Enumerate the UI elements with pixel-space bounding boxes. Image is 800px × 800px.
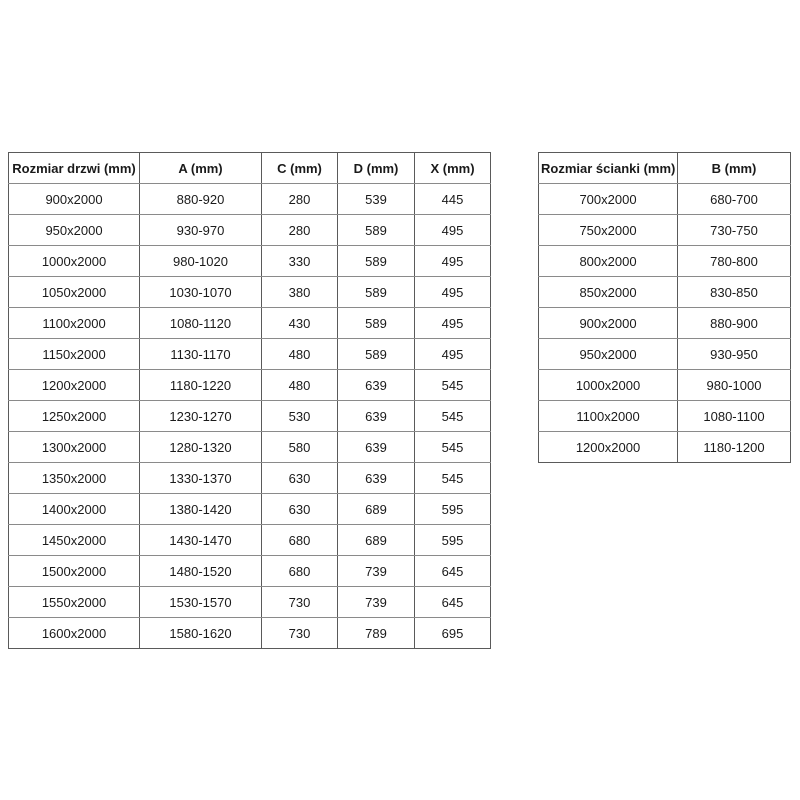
table-cell: 800x2000: [539, 246, 678, 277]
table-cell: 1150x2000: [9, 339, 140, 370]
table-cell: 930-950: [678, 339, 791, 370]
table-cell: 730: [262, 618, 338, 649]
table-cell: 1200x2000: [9, 370, 140, 401]
header-row: [539, 153, 791, 184]
table-cell: 780-800: [678, 246, 791, 277]
table-cell: 950x2000: [539, 339, 678, 370]
table-cell: 1450x2000: [9, 525, 140, 556]
table-cell: 1080-1120: [140, 308, 262, 339]
table-row: [9, 370, 491, 401]
table-row: [9, 432, 491, 463]
table-cell: 695: [415, 618, 491, 649]
header-row: [9, 153, 491, 184]
table-cell: 545: [415, 370, 491, 401]
table-cell: 480: [262, 370, 338, 401]
table-cell: 545: [415, 432, 491, 463]
table-cell: 1380-1420: [140, 494, 262, 525]
table-cell: 900x2000: [539, 308, 678, 339]
table-cell: 1100x2000: [539, 401, 678, 432]
table-cell: 589: [338, 246, 415, 277]
table-cell: 680: [262, 525, 338, 556]
table-row: [9, 494, 491, 525]
table-cell: 1530-1570: [140, 587, 262, 618]
table-cell: 639: [338, 401, 415, 432]
table-cell: 445: [415, 184, 491, 215]
table-row: [9, 618, 491, 649]
table-cell: 900x2000: [9, 184, 140, 215]
table-cell: 380: [262, 277, 338, 308]
table-cell: 1280-1320: [140, 432, 262, 463]
table-cell: 589: [338, 308, 415, 339]
table-cell: 850x2000: [539, 277, 678, 308]
table-cell: 730: [262, 587, 338, 618]
table-cell: 950x2000: [9, 215, 140, 246]
table-cell: 630: [262, 494, 338, 525]
table-row: [9, 215, 491, 246]
table-cell: 1180-1200: [678, 432, 791, 463]
table-cell: 330: [262, 246, 338, 277]
table-cell: 545: [415, 401, 491, 432]
table-cell: 545: [415, 463, 491, 494]
door-size-table-header: [9, 153, 491, 184]
table-cell: 645: [415, 587, 491, 618]
table-cell: 1480-1520: [140, 556, 262, 587]
table-cell: 495: [415, 215, 491, 246]
table-cell: 589: [338, 215, 415, 246]
table-row: [539, 215, 791, 246]
table-row: [539, 401, 791, 432]
table-cell: 430: [262, 308, 338, 339]
column-header: Rozmiar drzwi (mm): [9, 153, 140, 184]
table-cell: 1600x2000: [9, 618, 140, 649]
table-cell: 530: [262, 401, 338, 432]
table-row: [9, 587, 491, 618]
table-row: [539, 277, 791, 308]
table-cell: 480: [262, 339, 338, 370]
column-header: X (mm): [415, 153, 491, 184]
table-row: [539, 184, 791, 215]
table-cell: 980-1020: [140, 246, 262, 277]
table-cell: 700x2000: [539, 184, 678, 215]
table-cell: 689: [338, 525, 415, 556]
column-header: D (mm): [338, 153, 415, 184]
table-cell: 1580-1620: [140, 618, 262, 649]
table-cell: 830-850: [678, 277, 791, 308]
table-cell: 1000x2000: [9, 246, 140, 277]
table-cell: 1330-1370: [140, 463, 262, 494]
table-cell: 680-700: [678, 184, 791, 215]
column-header: C (mm): [262, 153, 338, 184]
wall-size-table: [538, 152, 791, 463]
column-header: Rozmiar ścianki (mm): [539, 153, 678, 184]
table-row: [539, 246, 791, 277]
table-cell: 1350x2000: [9, 463, 140, 494]
table-cell: 1230-1270: [140, 401, 262, 432]
table-row: [9, 401, 491, 432]
table-cell: 980-1000: [678, 370, 791, 401]
table-cell: 680: [262, 556, 338, 587]
table-row: [9, 556, 491, 587]
table-cell: 750x2000: [539, 215, 678, 246]
table-cell: 880-900: [678, 308, 791, 339]
table-cell: 595: [415, 494, 491, 525]
table-row: [9, 339, 491, 370]
table-cell: 730-750: [678, 215, 791, 246]
table-cell: 630: [262, 463, 338, 494]
table-cell: 639: [338, 432, 415, 463]
door-size-table: [8, 152, 491, 649]
table-cell: 789: [338, 618, 415, 649]
table-cell: 1400x2000: [9, 494, 140, 525]
table-cell: 880-920: [140, 184, 262, 215]
table-row: [9, 463, 491, 494]
table-cell: 595: [415, 525, 491, 556]
table-row: [9, 246, 491, 277]
table-cell: 495: [415, 246, 491, 277]
table-cell: 689: [338, 494, 415, 525]
table-cell: 589: [338, 339, 415, 370]
table-cell: 739: [338, 556, 415, 587]
table-cell: 1550x2000: [9, 587, 140, 618]
wall-size-table-header: [539, 153, 791, 184]
table-cell: 1000x2000: [539, 370, 678, 401]
table-cell: 589: [338, 277, 415, 308]
table-cell: 1500x2000: [9, 556, 140, 587]
table-row: [9, 184, 491, 215]
table-cell: 1180-1220: [140, 370, 262, 401]
table-cell: 739: [338, 587, 415, 618]
wall-size-table-body: [539, 184, 791, 463]
table-cell: 580: [262, 432, 338, 463]
table-cell: 1250x2000: [9, 401, 140, 432]
table-cell: 639: [338, 370, 415, 401]
table-row: [539, 339, 791, 370]
column-header: B (mm): [678, 153, 791, 184]
table-row: [539, 432, 791, 463]
door-size-table-body: [9, 184, 491, 649]
table-cell: 1200x2000: [539, 432, 678, 463]
table-cell: 280: [262, 184, 338, 215]
table-cell: 539: [338, 184, 415, 215]
table-cell: 639: [338, 463, 415, 494]
table-cell: 1100x2000: [9, 308, 140, 339]
table-cell: 930-970: [140, 215, 262, 246]
table-cell: 1430-1470: [140, 525, 262, 556]
table-row: [9, 277, 491, 308]
table-cell: 495: [415, 308, 491, 339]
table-cell: 1080-1100: [678, 401, 791, 432]
table-row: [539, 370, 791, 401]
table-cell: 495: [415, 339, 491, 370]
table-cell: 1300x2000: [9, 432, 140, 463]
table-cell: 495: [415, 277, 491, 308]
table-row: [539, 308, 791, 339]
table-cell: 1030-1070: [140, 277, 262, 308]
table-cell: 645: [415, 556, 491, 587]
table-cell: 280: [262, 215, 338, 246]
table-cell: 1050x2000: [9, 277, 140, 308]
table-cell: 1130-1170: [140, 339, 262, 370]
table-row: [9, 308, 491, 339]
table-row: [9, 525, 491, 556]
column-header: A (mm): [140, 153, 262, 184]
